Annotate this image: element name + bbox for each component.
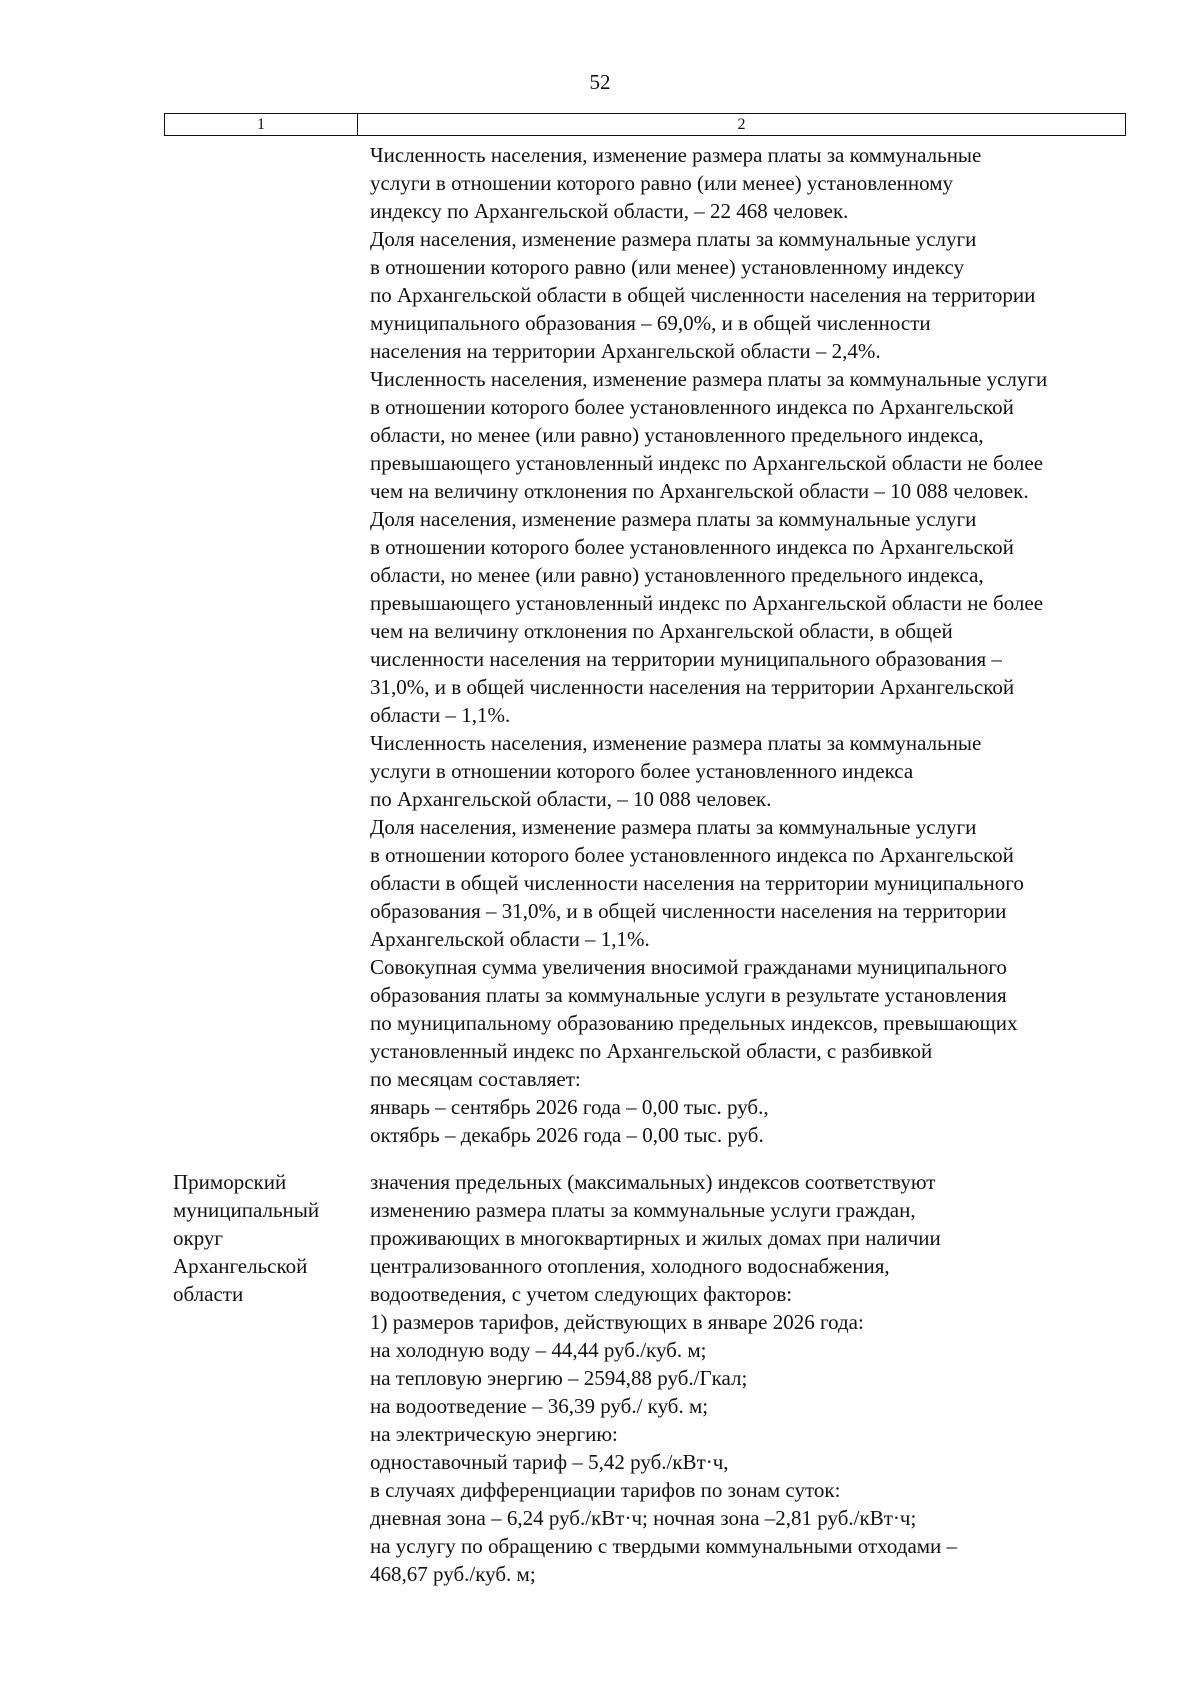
section1-line: численности населения на территории муниципального образования –: [370, 647, 1002, 671]
municipality-line: области: [173, 1282, 244, 1306]
section1-line: услуги в отношении которого равно (или менее) установленному: [370, 171, 954, 195]
section1-line: Численность населения, изменение размера платы за коммунальные: [370, 731, 982, 755]
table-header-row: [164, 113, 1126, 136]
section1-line: области – 1,1%.: [370, 703, 511, 727]
section1-line: Доля населения, изменение размера платы за коммунальные услуги: [370, 815, 977, 839]
municipality-line: Приморский: [173, 1170, 287, 1194]
section1-line: населения на территории Архангельской области – 2,4%.: [370, 339, 881, 363]
section2-line: водоотведения, с учетом следующих факторов:: [370, 1282, 793, 1306]
section2-line: дневная зона – 6,24 руб./кВт·ч; ночная зона –2,81 руб./кВт·ч;: [370, 1506, 917, 1530]
page-number: 52: [589, 70, 611, 94]
section1-line: в отношении которого более установленного индекса по Архангельской: [370, 395, 1014, 419]
section1-line: установленный индекс по Архангельской области, с разбивкой: [370, 1039, 933, 1063]
municipality-name: [173, 1168, 363, 1308]
section1-line: в отношении которого более установленного индекса по Архангельской: [370, 535, 1014, 559]
section1-line: октябрь – декабрь 2026 года – 0,00 тыс. руб.: [370, 1123, 764, 1147]
section1-line: индексу по Архангельской области, – 22 468 человек.: [370, 199, 849, 223]
section2-line: значения предельных (максимальных) индексов соответствуют: [370, 1170, 936, 1194]
section2-line: на тепловую энергию – 2594,88 руб./Гкал;: [370, 1366, 748, 1390]
section1-line: услуги в отношении которого более установленного индекса: [370, 759, 914, 783]
section2-line: изменению размера платы за коммунальные услуги граждан,: [370, 1198, 916, 1222]
column-header-1: 1: [165, 114, 358, 135]
section1-line: превышающего установленный индекс по Архангельской области не более: [370, 451, 1044, 475]
section1-line: по Архангельской области в общей численности населения на территории: [370, 283, 1036, 307]
municipality-line: округ: [173, 1226, 224, 1250]
municipality-line: муниципальный: [173, 1198, 320, 1222]
section1-line: в отношении которого равно (или менее) установленному индексу: [370, 255, 965, 279]
municipality-line: Архангельской: [173, 1254, 308, 1278]
section2-text: [370, 1168, 1130, 1588]
section1-line: в отношении которого более установленного индекса по Архангельской: [370, 843, 1014, 867]
column-header-2: 2: [737, 116, 746, 133]
section1-line: чем на величину отклонения по Архангельской области – 10 088 человек.: [370, 479, 1029, 503]
section2-line: 468,67 руб./куб. м;: [370, 1562, 536, 1586]
section1-line: чем на величину отклонения по Архангельской области, в общей: [370, 619, 953, 643]
section2-line: на услугу по обращению с твердыми коммунальными отходами –: [370, 1534, 958, 1558]
section1-line: области, но менее (или равно) установленного предельного индекса,: [370, 423, 984, 447]
section1-line: образования – 31,0%, и в общей численности населения на территории: [370, 899, 1007, 923]
section1-line: по муниципальному образованию предельных индексов, превышающих: [370, 1011, 1018, 1035]
section1-line: образования платы за коммунальные услуги в результате установления: [370, 983, 1007, 1007]
section2-line: централизованного отопления, холодного водоснабжения,: [370, 1254, 890, 1278]
section1-line: муниципального образования – 69,0%, и в общей численности: [370, 311, 931, 335]
section1-line: по Архангельской области, – 10 088 человек.: [370, 787, 772, 811]
section1-line: Совокупная сумма увеличения вносимой гражданами муниципального: [370, 955, 1007, 979]
section1-line: Доля населения, изменение размера платы за коммунальные услуги: [370, 507, 977, 531]
section1-line: 31,0%, и в общей численности населения на территории Архангельской: [370, 675, 1015, 699]
section2-line: в случаях дифференциации тарифов по зонам суток:: [370, 1478, 841, 1502]
section2-line: проживающих в многоквартирных и жилых домах при наличии: [370, 1226, 941, 1250]
section1-line: Численность населения, изменение размера платы за коммунальные: [370, 143, 982, 167]
section1-line: по месяцам составляет:: [370, 1067, 581, 1091]
section1-line: Доля населения, изменение размера платы за коммунальные услуги: [370, 227, 977, 251]
section1-line: январь – сентябрь 2026 года – 0,00 тыс. руб.,: [370, 1095, 769, 1119]
section1-line: области, но менее (или равно) установленного предельного индекса,: [370, 563, 984, 587]
section2-line: на электрическую энергию:: [370, 1422, 618, 1446]
section1-line: превышающего установленный индекс по Архангельской области не более: [370, 591, 1044, 615]
section1-line: Численность населения, изменение размера платы за коммунальные услуги: [370, 367, 1048, 391]
section1-line: Архангельской области – 1,1%.: [370, 927, 650, 951]
section2-line: на холодную воду – 44,44 руб./куб. м;: [370, 1338, 707, 1362]
section2-line: на водоотведение – 36,39 руб./ куб. м;: [370, 1394, 709, 1418]
section1-text: [370, 141, 1130, 1149]
section2-line: одноставочный тариф – 5,42 руб./кВт·ч,: [370, 1450, 729, 1474]
section2-line: 1) размеров тарифов, действующих в январе 2026 года:: [370, 1310, 864, 1334]
section1-line: области в общей численности населения на территории муниципального: [370, 871, 1024, 895]
